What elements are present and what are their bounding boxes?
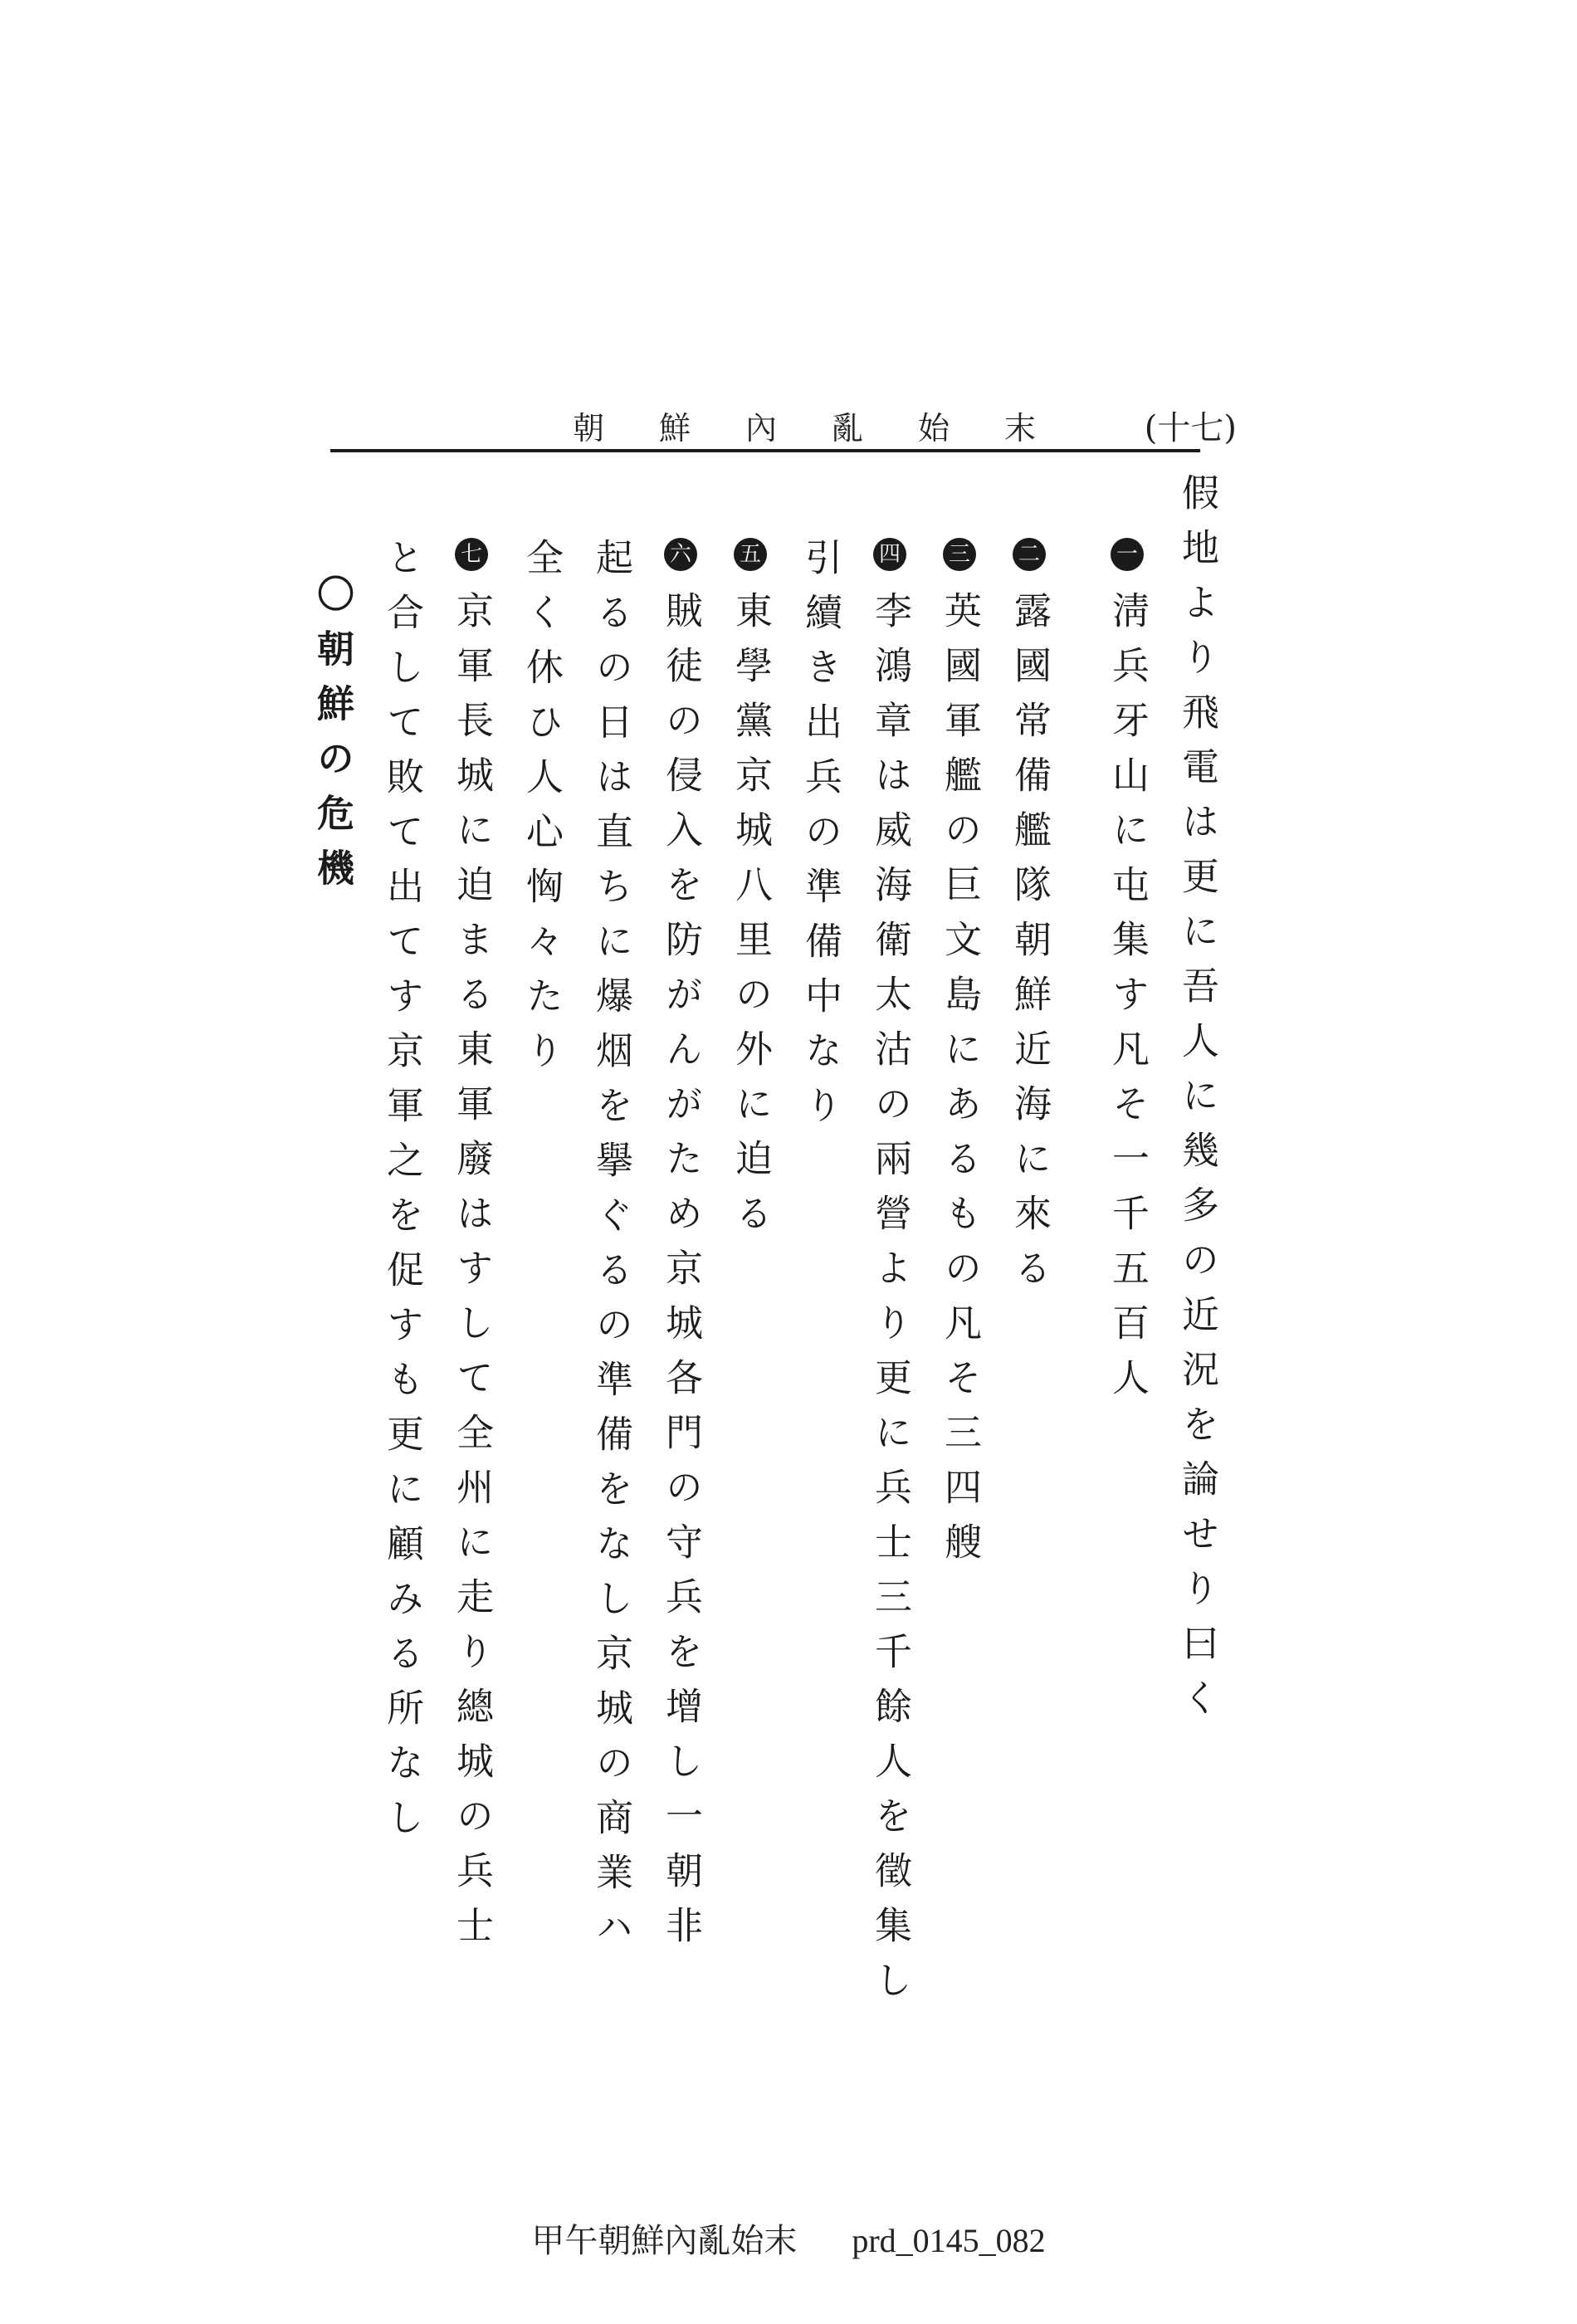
column-text: 引續き出兵の準備中なり (798, 538, 842, 1140)
text-column (576, 538, 646, 2017)
numbered-item (646, 538, 715, 2017)
text-column (506, 538, 576, 2017)
column-text: 京軍長城に迫まる東軍廢はすして全州に走り總城の兵士 (450, 591, 494, 1960)
numbered-item (437, 538, 506, 2017)
column-text: 東學黨京城八里の外に迫る (729, 591, 773, 1248)
column-text: 假地より飛電は更に吾人に幾多の近況を論せり曰く (1175, 473, 1219, 1733)
column-text: 英國軍艦の巨文島にあるもの凡そ三四艘 (938, 591, 982, 1577)
item-marker: 六 (664, 538, 697, 571)
item-marker: 二 (1013, 538, 1046, 571)
page-caption (0, 2214, 1577, 2262)
header-rule (330, 449, 1200, 452)
book-title: 甲午朝鮮內亂始末 (531, 2222, 798, 2259)
column-text: 淸兵牙山に屯集す凡そ一千五百人 (1106, 591, 1150, 1413)
section-heading (297, 574, 367, 2017)
text-column (785, 538, 855, 2017)
column-text: 全く休ひ人心恟々たり (520, 538, 564, 1086)
image-id: prd_0145_082 (852, 2222, 1046, 2259)
item-marker: 五 (734, 538, 767, 571)
numbered-item (855, 538, 925, 2017)
column-text: 露國常備艦隊朝鮮近海に來る (1008, 591, 1052, 1303)
item-marker: 三 (943, 538, 976, 571)
body-text (310, 473, 1232, 2017)
numbered-item (715, 538, 785, 2017)
column-text: と合して敗て出てす京軍之を促すも更に顧みる所なし (380, 538, 424, 1853)
column-text: 李鴻章は威海衛太沽の兩營より更に兵士三千餘人を徵集し (868, 591, 912, 2015)
page-number: (十七) (1144, 408, 1237, 447)
item-marker: 一 (1111, 538, 1144, 571)
text-column (367, 538, 437, 2017)
column-text: 起るの日は直ちに爆烟を擧ぐるの準備をなし京城の商業ハ (589, 538, 633, 1962)
numbered-item (925, 538, 994, 2017)
running-header (332, 400, 1245, 450)
numbered-item (994, 538, 1064, 2017)
item-marker: 七 (455, 538, 488, 571)
column-text: 賊徒の侵入を防がんがため京城各門の守兵を增し一朝非 (659, 591, 703, 1960)
running-title: 朝鮮內亂始末 (573, 409, 1091, 447)
text-column (1162, 473, 1232, 2017)
item-marker: 四 (873, 538, 906, 571)
column-text: 〇朝鮮の危機 (310, 574, 354, 903)
numbered-item (1092, 538, 1162, 2017)
